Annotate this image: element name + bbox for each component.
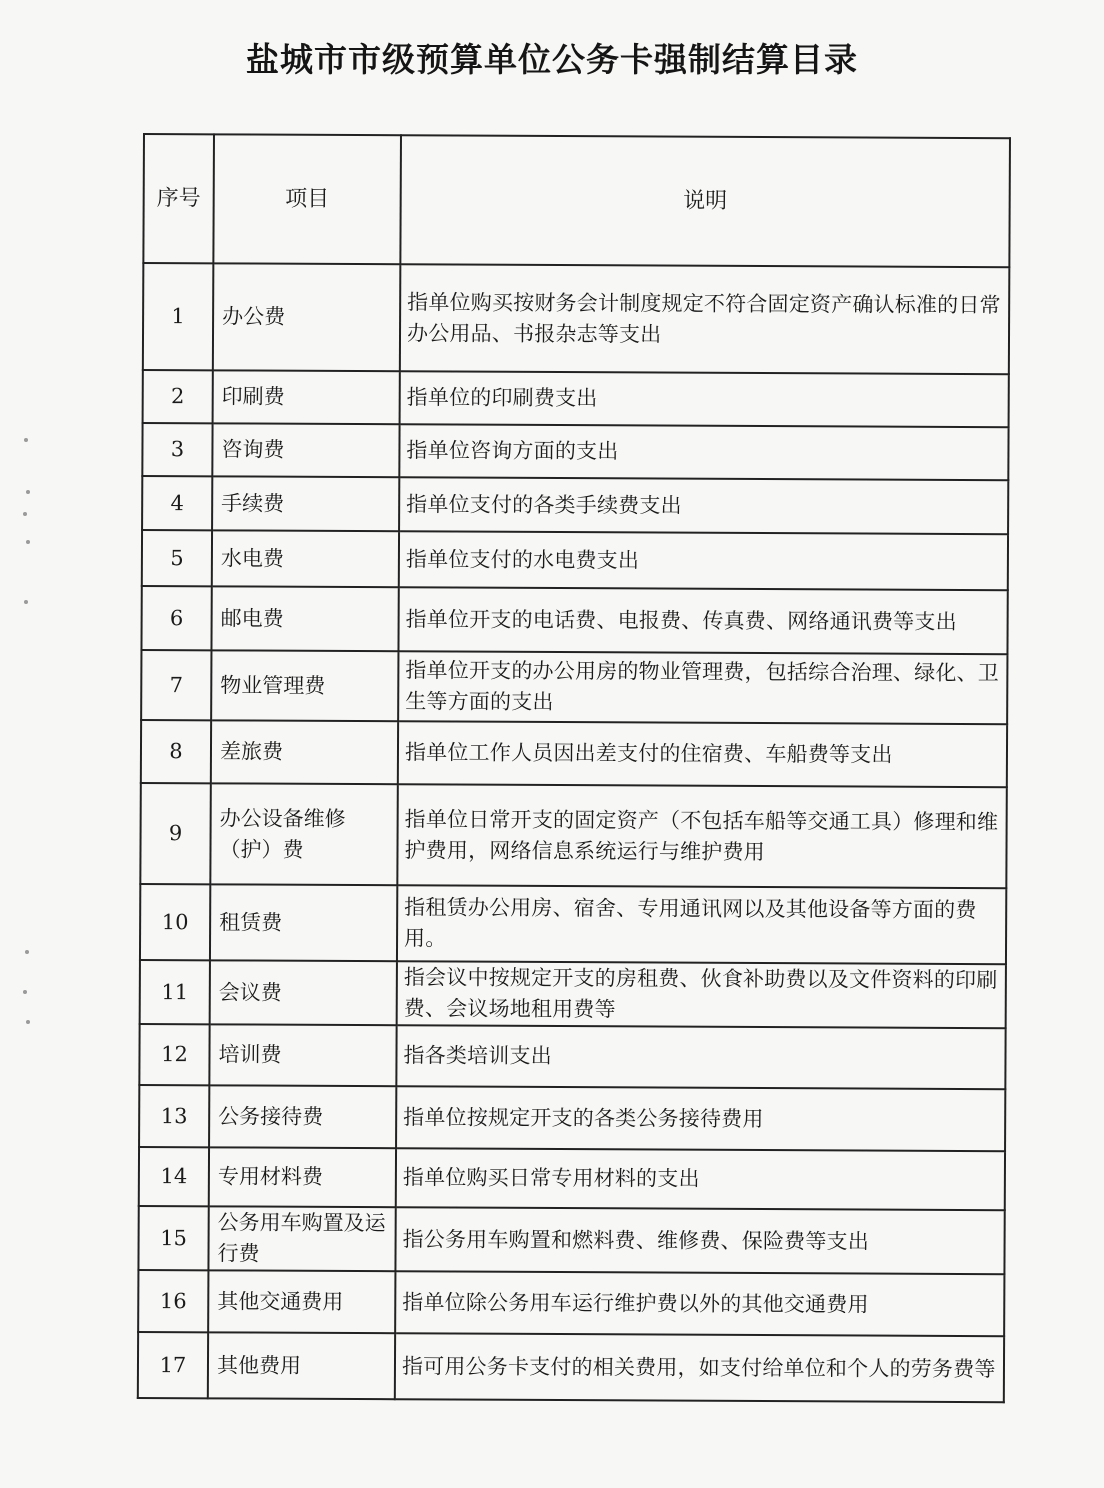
row-item: 咨询费 bbox=[212, 423, 399, 477]
row-number: 2 bbox=[143, 370, 213, 423]
row-item: 其他交通费用 bbox=[208, 1270, 395, 1333]
row-description: 指单位按规定开支的各类公务接待费用 bbox=[396, 1086, 1005, 1151]
row-item: 水电费 bbox=[212, 530, 399, 587]
row-description: 指单位咨询方面的支出 bbox=[399, 424, 1008, 480]
table-row bbox=[143, 370, 1009, 427]
table-row bbox=[139, 1024, 1005, 1089]
row-description: 指单位支付的水电费支出 bbox=[399, 531, 1008, 590]
row-item: 培训费 bbox=[209, 1024, 396, 1086]
table-row bbox=[141, 650, 1007, 724]
row-item: 办公设备维修（护）费 bbox=[210, 783, 397, 885]
document-title: 盐城市市级预算单位公务卡强制结算目录 bbox=[246, 40, 858, 79]
row-description: 指单位日常开支的固定资产（不包括车船等交通工具）修理和维护费用，网络信息系统运行与维护费用 bbox=[397, 784, 1006, 888]
row-description: 指单位购买日常专用材料的支出 bbox=[396, 1148, 1005, 1210]
row-item: 邮电费 bbox=[211, 586, 398, 651]
row-number: 16 bbox=[138, 1270, 208, 1332]
row-number: 7 bbox=[141, 650, 211, 720]
row-number: 13 bbox=[139, 1085, 209, 1147]
row-number: 4 bbox=[142, 476, 212, 530]
table-row bbox=[140, 960, 1006, 1028]
row-number: 14 bbox=[139, 1147, 209, 1206]
row-description: 指租赁办公用房、宿舍、专用通讯网以及其他设备等方面的费用。 bbox=[397, 885, 1006, 964]
scan-margin-marks bbox=[18, 430, 38, 1050]
settlement-catalog-table-wrapper bbox=[137, 133, 1009, 1403]
table-row bbox=[140, 884, 1006, 964]
row-description: 指公务用车购置和燃料费、维修费、保险费等支出 bbox=[395, 1207, 1004, 1274]
row-number: 6 bbox=[141, 586, 211, 650]
table-row bbox=[140, 783, 1006, 888]
row-number: 8 bbox=[141, 720, 211, 783]
row-item: 差旅费 bbox=[211, 720, 398, 784]
row-item: 办公费 bbox=[213, 263, 401, 371]
row-number: 17 bbox=[138, 1332, 208, 1398]
row-description: 指单位工作人员因出差支付的住宿费、车船费等支出 bbox=[398, 721, 1007, 787]
table-row bbox=[138, 1332, 1004, 1402]
row-number: 12 bbox=[139, 1024, 209, 1085]
table-row bbox=[138, 1206, 1004, 1274]
row-description: 指单位支付的各类手续费支出 bbox=[399, 477, 1008, 534]
header-description: 说明 bbox=[400, 135, 1010, 267]
row-description: 指可用公务卡支付的相关费用，如支付给单位和个人的劳务费等 bbox=[395, 1333, 1004, 1402]
header-item: 项目 bbox=[213, 134, 401, 264]
row-description: 指单位购买按财务会计制度规定不符合固定资产确认标准的日常办公用品、书报杂志等支出 bbox=[400, 264, 1010, 374]
row-number: 10 bbox=[140, 884, 210, 960]
table-row bbox=[142, 476, 1008, 534]
row-description: 指会议中按规定开支的房租费、伙食补助费以及文件资料的印刷费、会议场地租用费等 bbox=[397, 961, 1006, 1028]
row-number: 9 bbox=[140, 783, 210, 884]
header-serial-number: 序号 bbox=[143, 134, 214, 263]
row-number: 15 bbox=[138, 1206, 208, 1270]
row-item: 会议费 bbox=[210, 960, 397, 1025]
row-number: 11 bbox=[140, 960, 210, 1024]
row-description: 指单位开支的电话费、电报费、传真费、网络通讯费等支出 bbox=[398, 587, 1007, 654]
row-item: 印刷费 bbox=[213, 370, 400, 424]
table-header-row bbox=[143, 134, 1010, 267]
table-row bbox=[139, 1085, 1005, 1151]
row-description: 指单位除公务用车运行维护费以外的其他交通费用 bbox=[395, 1271, 1004, 1336]
row-item: 手续费 bbox=[212, 476, 399, 531]
table-row bbox=[139, 1147, 1005, 1210]
row-description: 指各类培训支出 bbox=[396, 1025, 1005, 1089]
table-row bbox=[141, 720, 1007, 787]
row-item: 租赁费 bbox=[210, 884, 397, 961]
settlement-catalog-table bbox=[137, 133, 1011, 1403]
row-item: 物业管理费 bbox=[211, 650, 398, 721]
table-row bbox=[142, 530, 1008, 590]
row-number: 5 bbox=[142, 530, 212, 586]
row-item: 其他费用 bbox=[208, 1332, 395, 1399]
row-item: 公务用车购置及运行费 bbox=[208, 1206, 395, 1271]
table-row bbox=[143, 263, 1010, 374]
table-row bbox=[141, 586, 1007, 654]
row-item: 公务接待费 bbox=[209, 1085, 396, 1148]
row-number: 3 bbox=[142, 423, 212, 476]
row-description: 指单位的印刷费支出 bbox=[400, 371, 1009, 427]
row-number: 1 bbox=[143, 263, 214, 370]
row-description: 指单位开支的办公用房的物业管理费，包括综合治理、绿化、卫生等方面的支出 bbox=[398, 651, 1007, 724]
row-item: 专用材料费 bbox=[209, 1147, 396, 1207]
table-row bbox=[138, 1270, 1004, 1336]
table-row bbox=[142, 423, 1008, 480]
